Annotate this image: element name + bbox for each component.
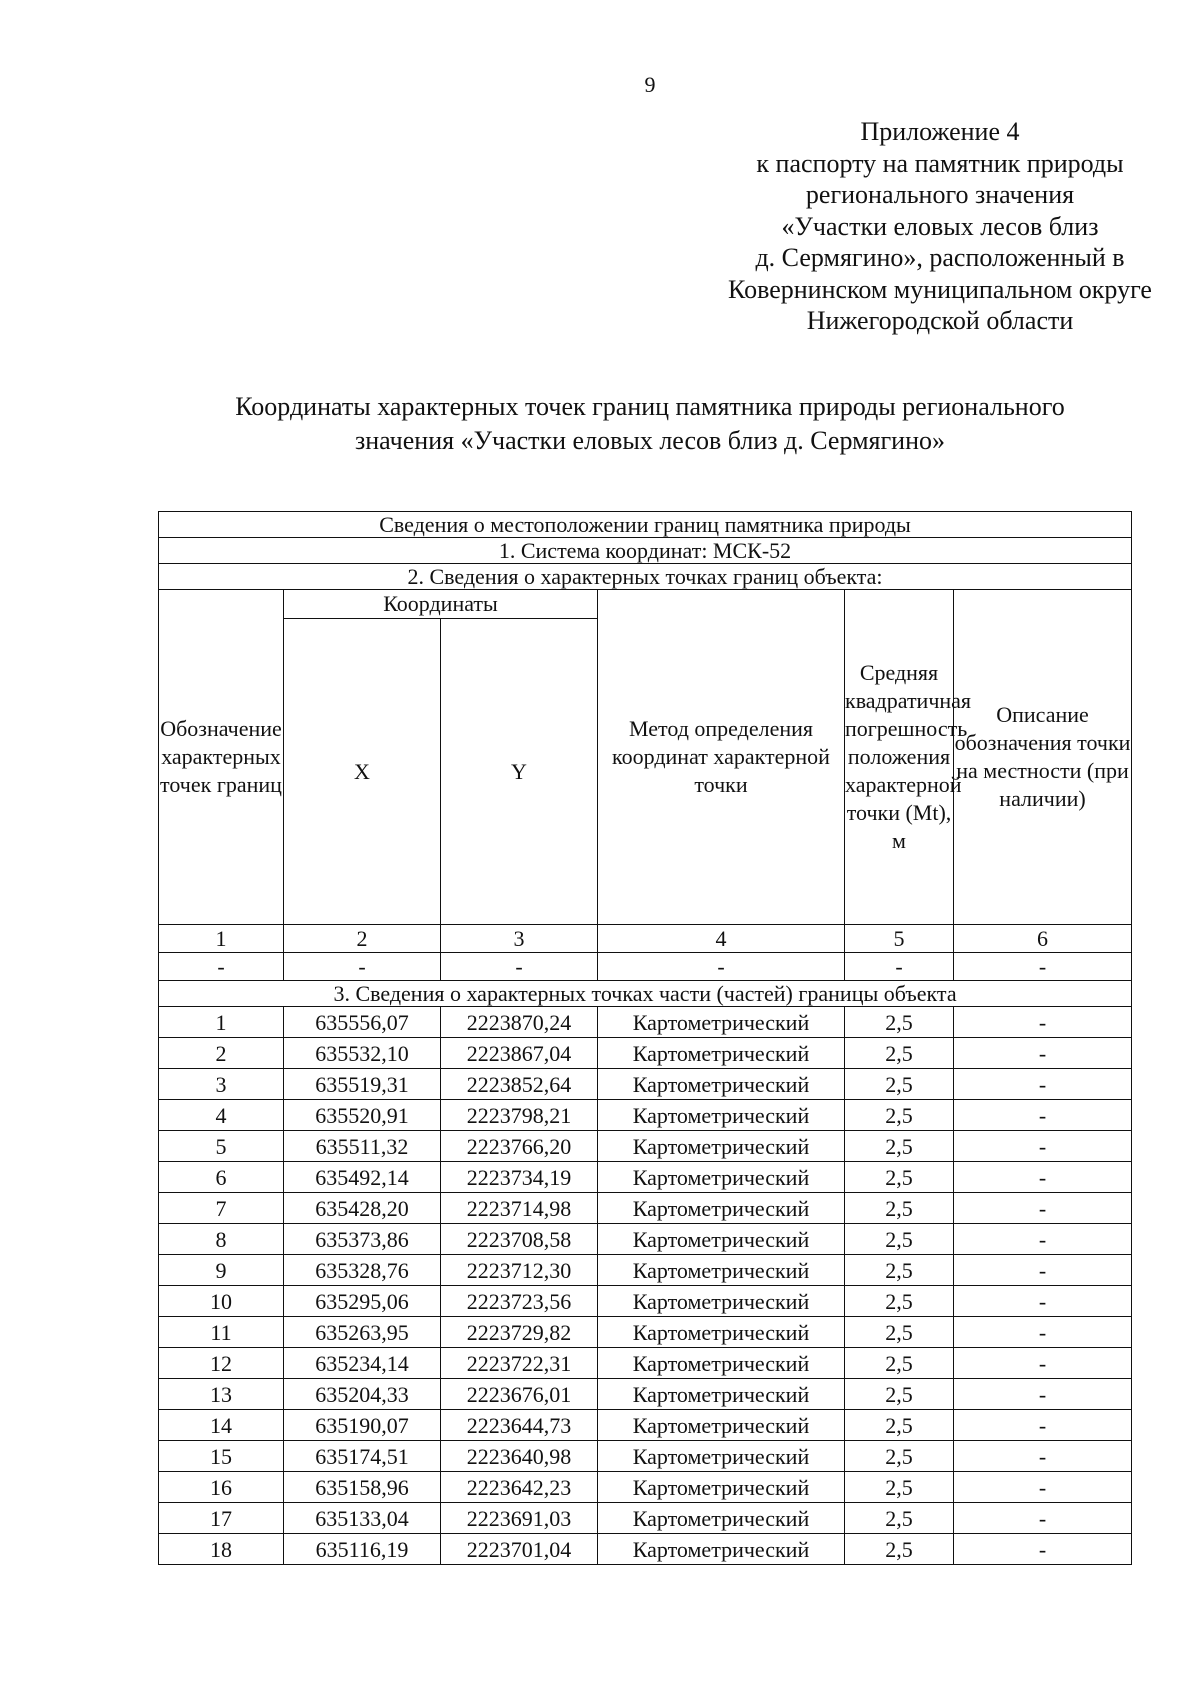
table-row [159, 1379, 1132, 1410]
y-coordinate-cell: 2223708,58 [441, 1224, 598, 1255]
point-number-cell: 16 [159, 1472, 284, 1503]
col-x-header: X [284, 619, 441, 925]
x-coordinate-cell: 635373,86 [284, 1224, 441, 1255]
y-coordinate-cell: 2223766,20 [441, 1131, 598, 1162]
description-cell: - [954, 1317, 1132, 1348]
col-number: 5 [845, 925, 954, 953]
method-cell: Картометрический [598, 1162, 845, 1193]
method-cell: Картометрический [598, 1379, 845, 1410]
x-coordinate-cell: 635204,33 [284, 1379, 441, 1410]
error-cell: 2,5 [845, 1162, 954, 1193]
y-coordinate-cell: 2223676,01 [441, 1379, 598, 1410]
table-row [159, 1286, 1132, 1317]
coord-system-header: 1. Система координат: МСК-52 [159, 538, 1132, 564]
x-coordinate-cell: 635428,20 [284, 1193, 441, 1224]
point-number-cell: 11 [159, 1317, 284, 1348]
method-cell: Картометрический [598, 1131, 845, 1162]
error-cell: 2,5 [845, 1007, 954, 1038]
description-cell: - [954, 1503, 1132, 1534]
table-row [159, 1317, 1132, 1348]
y-coordinate-cell: 2223691,03 [441, 1503, 598, 1534]
description-cell: - [954, 1441, 1132, 1472]
point-number-cell: 14 [159, 1410, 284, 1441]
points-header: 2. Сведения о характерных точках границ объекта: [159, 564, 1132, 590]
table-row [159, 1007, 1132, 1038]
x-coordinate-cell: 635116,19 [284, 1534, 441, 1565]
x-coordinate-cell: 635519,31 [284, 1069, 441, 1100]
error-cell: 2,5 [845, 1131, 954, 1162]
x-coordinate-cell: 635511,32 [284, 1131, 441, 1162]
x-coordinate-cell: 635532,10 [284, 1038, 441, 1069]
y-coordinate-cell: 2223722,31 [441, 1348, 598, 1379]
col-number: 1 [159, 925, 284, 953]
title-line: Координаты характерных точек границ памятника природы регионального [235, 392, 1065, 421]
method-cell: Картометрический [598, 1348, 845, 1379]
x-coordinate-cell: 635295,06 [284, 1286, 441, 1317]
y-coordinate-cell: 2223701,04 [441, 1534, 598, 1565]
method-cell: Картометрический [598, 1317, 845, 1348]
y-coordinate-cell: 2223729,82 [441, 1317, 598, 1348]
point-number-cell: 6 [159, 1162, 284, 1193]
method-cell: Картометрический [598, 1224, 845, 1255]
col-coordinates-header: Координаты [284, 590, 598, 619]
description-cell: - [954, 1379, 1132, 1410]
dash-cell: - [159, 953, 284, 981]
table-row [159, 1348, 1132, 1379]
col-description-header: Описание обозначения точки на местности (при наличии) [954, 590, 1132, 925]
description-cell: - [954, 1162, 1132, 1193]
x-coordinate-cell: 635520,91 [284, 1100, 441, 1131]
parts-header: 3. Сведения о характерных точках части (частей) границы объекта [159, 981, 1132, 1007]
error-cell: 2,5 [845, 1503, 954, 1534]
y-coordinate-cell: 2223867,04 [441, 1038, 598, 1069]
col-designation-header: Обозначение характерных точек границ [159, 590, 284, 925]
dash-cell: - [441, 953, 598, 981]
method-cell: Картометрический [598, 1503, 845, 1534]
description-cell: - [954, 1255, 1132, 1286]
y-coordinate-cell: 2223798,21 [441, 1100, 598, 1131]
y-coordinate-cell: 2223642,23 [441, 1472, 598, 1503]
point-number-cell: 2 [159, 1038, 284, 1069]
appendix-line: к паспорту на памятник природы [756, 148, 1124, 178]
document-title [0, 390, 1200, 458]
point-number-cell: 17 [159, 1503, 284, 1534]
error-cell: 2,5 [845, 1441, 954, 1472]
method-cell: Картометрический [598, 1441, 845, 1472]
error-cell: 2,5 [845, 1472, 954, 1503]
col-number: 2 [284, 925, 441, 953]
dash-cell: - [954, 953, 1132, 981]
x-coordinate-cell: 635556,07 [284, 1007, 441, 1038]
col-number: 3 [441, 925, 598, 953]
description-cell: - [954, 1007, 1132, 1038]
table-row [159, 1131, 1132, 1162]
y-coordinate-cell: 2223640,98 [441, 1441, 598, 1472]
error-cell: 2,5 [845, 1100, 954, 1131]
method-cell: Картометрический [598, 1286, 845, 1317]
table-row [159, 1224, 1132, 1255]
col-number: 4 [598, 925, 845, 953]
error-cell: 2,5 [845, 1534, 954, 1565]
method-cell: Картометрический [598, 1069, 845, 1100]
error-cell: 2,5 [845, 1379, 954, 1410]
appendix-line: «Участки еловых лесов близ [781, 211, 1099, 241]
y-coordinate-cell: 2223712,30 [441, 1255, 598, 1286]
error-cell: 2,5 [845, 1286, 954, 1317]
error-cell: 2,5 [845, 1255, 954, 1286]
error-cell: 2,5 [845, 1410, 954, 1441]
y-coordinate-cell: 2223870,24 [441, 1007, 598, 1038]
appendix-line: Нижегородской области [806, 306, 1074, 335]
description-cell: - [954, 1131, 1132, 1162]
method-cell: Картометрический [598, 1193, 845, 1224]
description-cell: - [954, 1286, 1132, 1317]
page-number: 9 [644, 72, 656, 97]
description-cell: - [954, 1100, 1132, 1131]
point-number-cell: 9 [159, 1255, 284, 1286]
method-cell: Картометрический [598, 1410, 845, 1441]
description-cell: - [954, 1224, 1132, 1255]
method-cell: Картометрический [598, 1038, 845, 1069]
description-cell: - [954, 1410, 1132, 1441]
title-line: значения «Участки еловых лесов близ д. Сермягино» [355, 426, 945, 455]
table-row [159, 1162, 1132, 1193]
y-coordinate-cell: 2223734,19 [441, 1162, 598, 1193]
point-number-cell: 3 [159, 1069, 284, 1100]
description-cell: - [954, 1069, 1132, 1100]
error-cell: 2,5 [845, 1224, 954, 1255]
y-coordinate-cell: 2223852,64 [441, 1069, 598, 1100]
error-cell: 2,5 [845, 1038, 954, 1069]
point-number-cell: 12 [159, 1348, 284, 1379]
table-row [159, 1255, 1132, 1286]
appendix-block [640, 116, 1200, 337]
description-cell: - [954, 1534, 1132, 1565]
y-coordinate-cell: 2223723,56 [441, 1286, 598, 1317]
x-coordinate-cell: 635190,07 [284, 1410, 441, 1441]
dash-cell: - [284, 953, 441, 981]
description-cell: - [954, 1193, 1132, 1224]
point-number-cell: 4 [159, 1100, 284, 1131]
x-coordinate-cell: 635234,14 [284, 1348, 441, 1379]
table-row [159, 1472, 1132, 1503]
error-cell: 2,5 [845, 1317, 954, 1348]
x-coordinate-cell: 635174,51 [284, 1441, 441, 1472]
point-number-cell: 15 [159, 1441, 284, 1472]
method-cell: Картометрический [598, 1100, 845, 1131]
appendix-line: Приложение 4 [860, 117, 1020, 146]
point-number-cell: 10 [159, 1286, 284, 1317]
x-coordinate-cell: 635492,14 [284, 1162, 441, 1193]
coordinates-table [158, 511, 1132, 1565]
appendix-line: Ковернинском муниципальном округе [728, 274, 1152, 304]
x-coordinate-cell: 635158,96 [284, 1472, 441, 1503]
dash-cell: - [845, 953, 954, 981]
error-cell: 2,5 [845, 1193, 954, 1224]
table-row [159, 1534, 1132, 1565]
table-row [159, 1503, 1132, 1534]
x-coordinate-cell: 635263,95 [284, 1317, 441, 1348]
y-coordinate-cell: 2223714,98 [441, 1193, 598, 1224]
method-cell: Картометрический [598, 1255, 845, 1286]
col-y-header: Y [441, 619, 598, 925]
col-error-header: Средняя квадратичная погрешность положения характерной точки (Mt), м [845, 590, 954, 925]
table-row [159, 1069, 1132, 1100]
error-cell: 2,5 [845, 1348, 954, 1379]
table-row [159, 1410, 1132, 1441]
col-number: 6 [954, 925, 1132, 953]
method-cell: Картометрический [598, 1472, 845, 1503]
x-coordinate-cell: 635328,76 [284, 1255, 441, 1286]
appendix-line: регионального значения [805, 180, 1075, 209]
point-number-cell: 13 [159, 1379, 284, 1410]
point-number-cell: 8 [159, 1224, 284, 1255]
point-number-cell: 7 [159, 1193, 284, 1224]
point-number-cell: 1 [159, 1007, 284, 1038]
dash-cell: - [598, 953, 845, 981]
point-number-cell: 18 [159, 1534, 284, 1565]
x-coordinate-cell: 635133,04 [284, 1503, 441, 1534]
table-row [159, 1038, 1132, 1069]
table-row [159, 1441, 1132, 1472]
method-cell: Картометрический [598, 1534, 845, 1565]
method-cell: Картометрический [598, 1007, 845, 1038]
section-header: Сведения о местоположении границ памятника природы [159, 512, 1132, 538]
y-coordinate-cell: 2223644,73 [441, 1410, 598, 1441]
error-cell: 2,5 [845, 1069, 954, 1100]
col-method-header: Метод определения координат характерной точки [598, 590, 845, 925]
table-row [159, 1100, 1132, 1131]
appendix-line: д. Сермягино», расположенный в [755, 243, 1125, 272]
description-cell: - [954, 1348, 1132, 1379]
point-number-cell: 5 [159, 1131, 284, 1162]
description-cell: - [954, 1038, 1132, 1069]
table-row [159, 1193, 1132, 1224]
description-cell: - [954, 1472, 1132, 1503]
